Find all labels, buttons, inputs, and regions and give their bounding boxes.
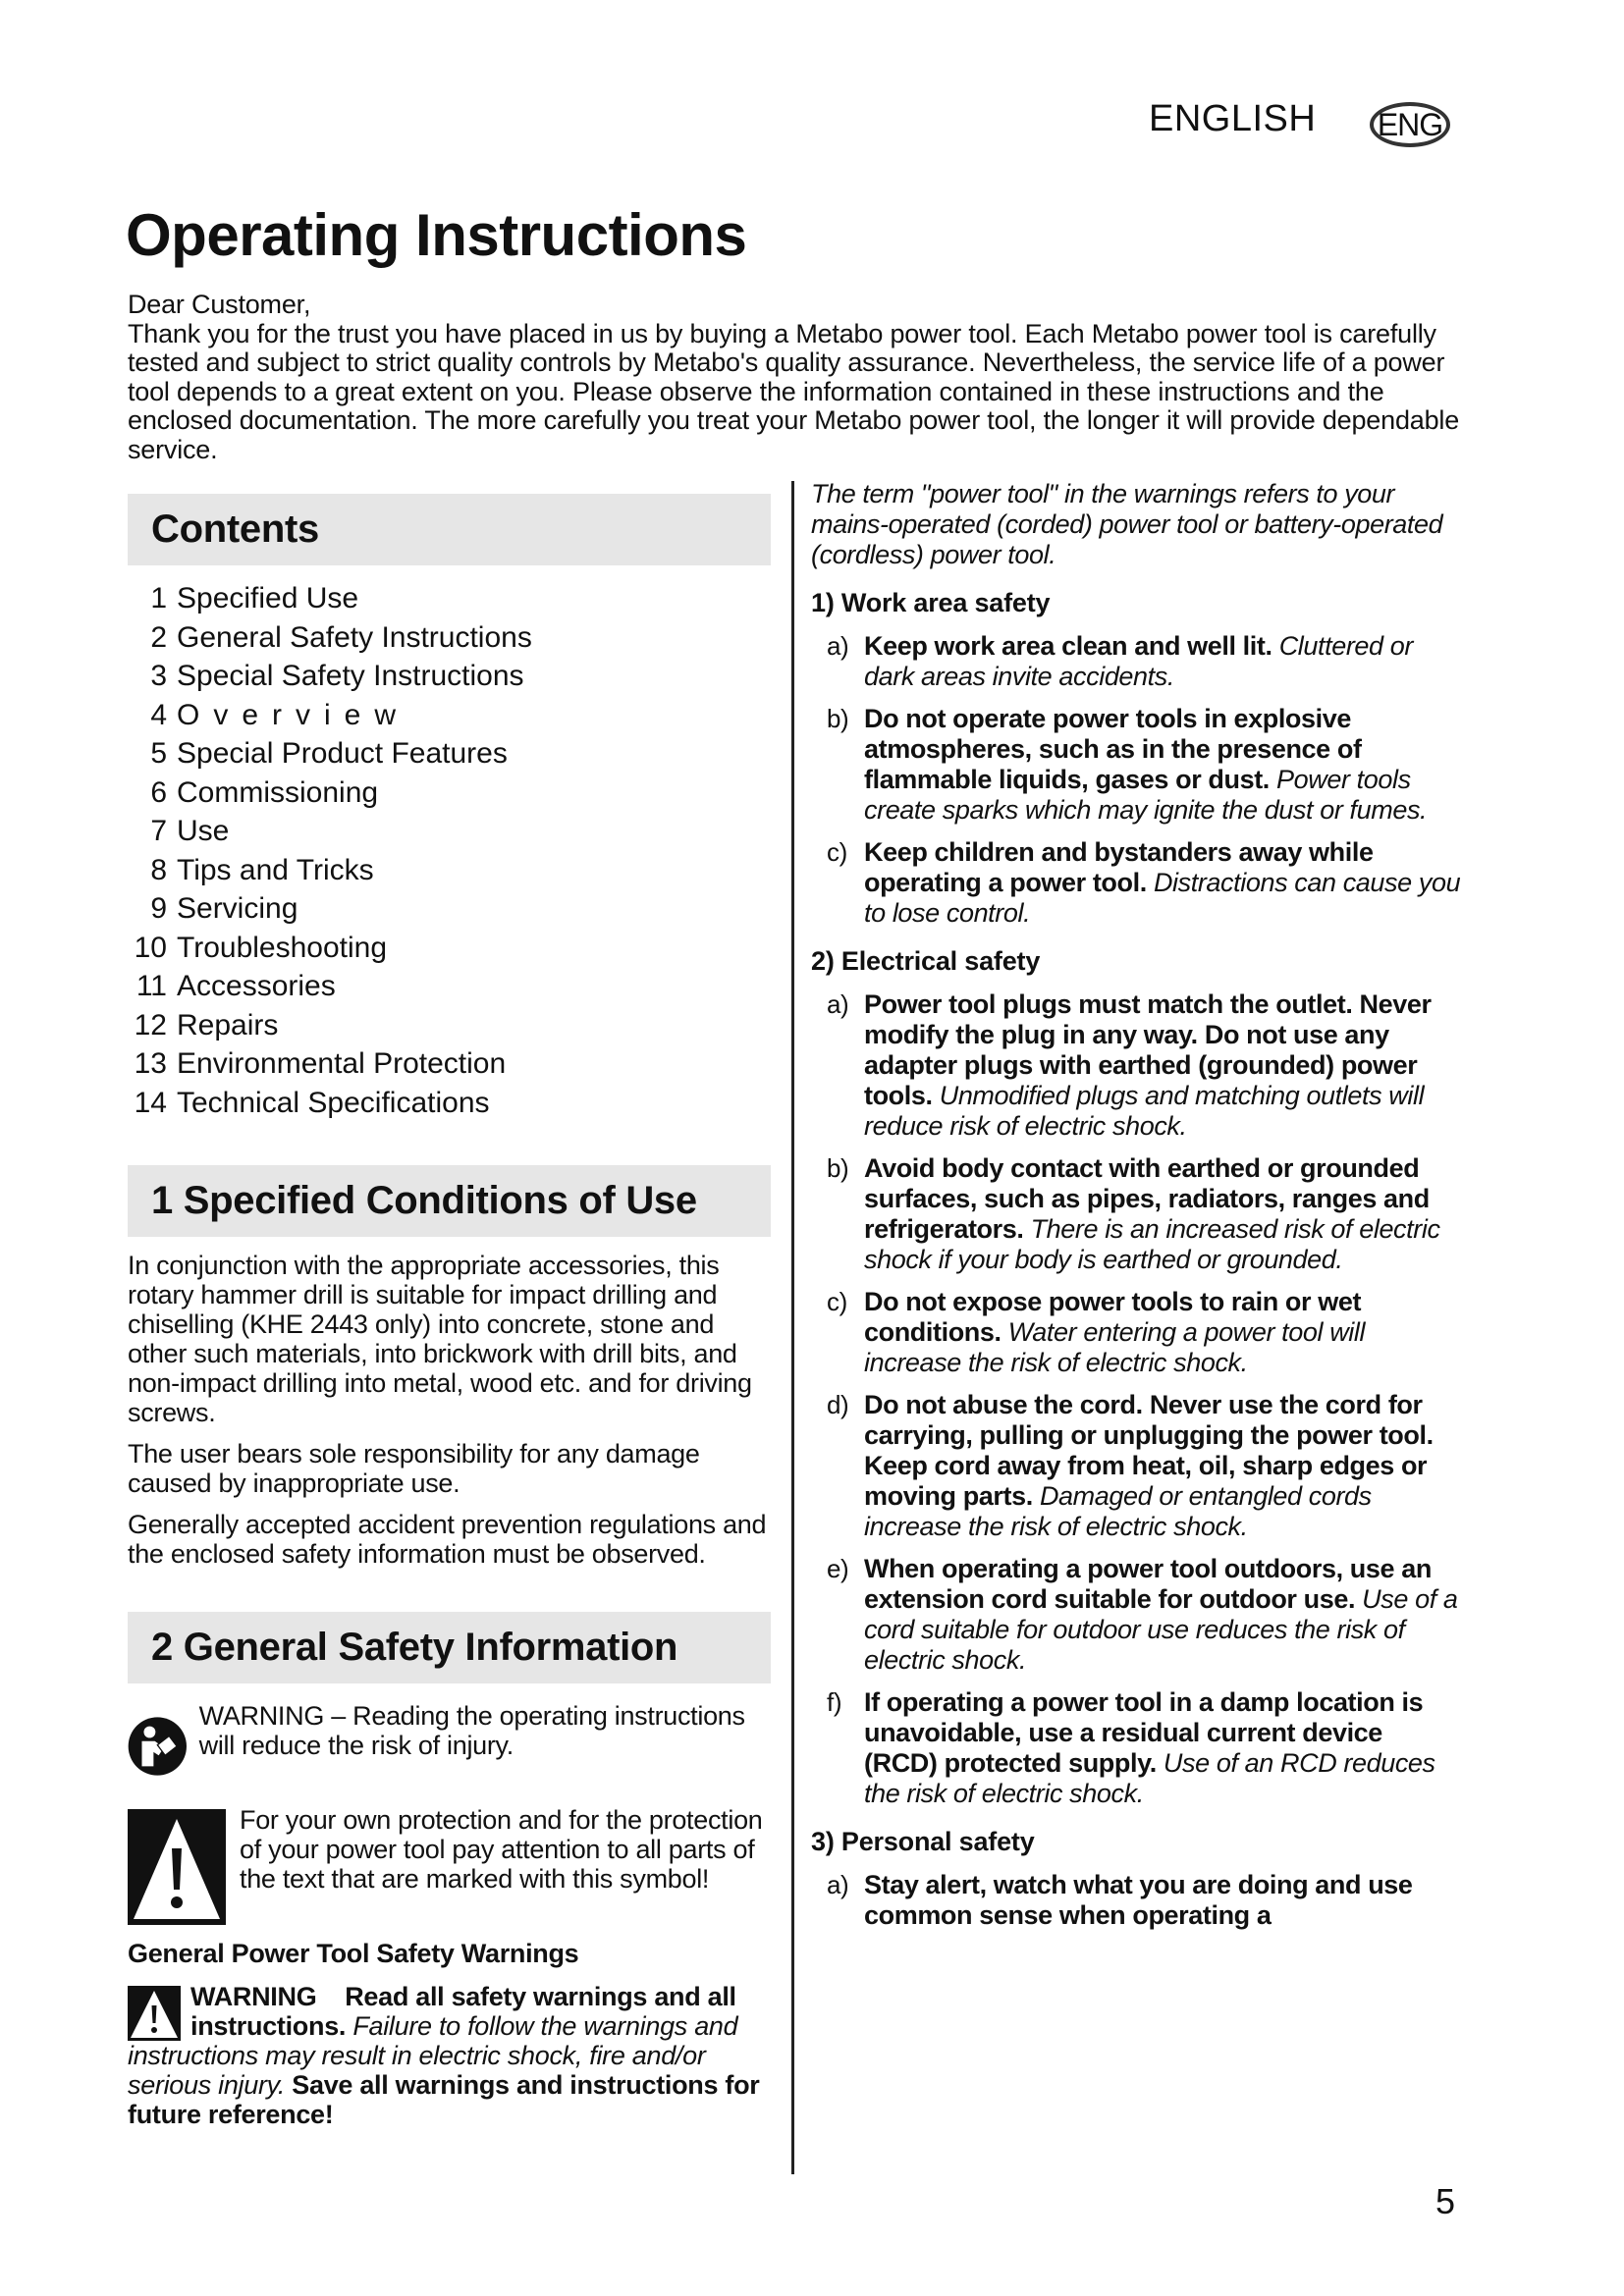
toc-number: 14 [134,1086,167,1119]
safety-section-heading: 1) Work area safety [811,588,1051,617]
read-manual-note [128,1701,771,1791]
symbol-note-text: For your own protection and for the protection of your power tool pay attention to all parts of the text that are marked with this symbol! [240,1805,763,1894]
read-warning-text: WARNING – Reading the operating instructions will reduce the risk of injury. [198,1701,745,1760]
safety-item-label: c) [827,1287,847,1316]
section1-paragraph: Generally accepted accident prevention regulations and the enclosed safety information must be observed. [128,1510,767,1569]
safety-item [811,989,1461,1142]
safety-item-bold: Do not operate power tools in explosive atmospheres, such as in the presence of flammable liquids, gases or dust. [864,704,1362,794]
section1-paragraph: In conjunction with the appropriate accessories, this rotary hammer drill is suitable for impact drilling and chiselling (KHE 2443 only) into concrete, stone and other such materials, into brickwork with drill bits, and non-impact drilling into metal, wood etc. and for driving screws. [128,1251,752,1427]
safety-item-label: e) [827,1554,849,1583]
language-label: ENGLISH [1149,98,1317,139]
toc-item [128,1006,771,1045]
safety-item [811,1870,1461,1931]
toc-label: Troubleshooting [177,931,388,964]
safety-item-bold: Stay alert, watch what you are doing and use common sense when operating a [864,1870,1413,1930]
left-column [128,494,771,2129]
safety-item-label: d) [827,1390,849,1419]
toc-item [128,696,771,735]
safety-item-italic: Water entering a power tool will increase the risk of electric shock. [864,1317,1366,1377]
safety-item-label: b) [827,1153,849,1183]
toc-label: Accessories [177,970,336,1002]
toc-item [128,929,771,968]
toc-number: 3 [150,660,167,692]
safety-item-label: a) [827,1870,849,1899]
safety-item-label: b) [827,704,849,733]
toc-label: Use [177,815,230,847]
toc-label: Special Safety Instructions [177,660,524,692]
safety-item-bold: Keep work area clean and well lit. [864,631,1272,661]
warning-triangle-icon [128,1809,226,1925]
toc-label: Repairs [177,1008,279,1041]
warning-bold-text: Read all safety warnings and all instructions. [190,1982,736,2041]
intro [128,291,1463,464]
safety-item-bold: When operating a power tool outdoors, use an extension cord suitable for outdoor use. [864,1554,1432,1614]
page-title: Operating Instructions [126,202,747,268]
toc-number: 11 [135,970,167,1002]
toc-label: Technical Specifications [177,1086,490,1119]
safety-item-label: c) [827,837,847,867]
toc-label: Special Product Features [177,737,508,770]
save-warnings-text: Save all warnings and instructions for future reference! [128,2070,760,2129]
safety-item-bold: Avoid body contact with earthed or grounded surfaces, such as pipes, radiators, ranges and refrigerators. [864,1153,1430,1244]
safety-item-italic: Distractions can cause you to lose control. [864,868,1461,928]
toc-label: Specified Use [177,582,359,614]
toc-label: Environmental Protection [177,1047,507,1080]
safety-item-italic: Power tools create sparks which may ignite the dust or fumes. [864,765,1428,825]
safety-sections [811,588,1461,1931]
toc-item [128,774,771,813]
toc-number: 1 [150,582,167,614]
section2-heading: 2 General Safety Information [128,1612,771,1683]
toc-number: 7 [150,815,167,847]
section1-heading: 1 Specified Conditions of Use [128,1165,771,1237]
safety-item-bold: Keep children and bystanders away while operating a power tool. [864,837,1374,897]
general-warnings-heading: General Power Tool Safety Warnings [128,1939,579,1968]
safety-item [811,837,1461,929]
symbol-note [128,1805,771,1925]
safety-item-italic: There is an increased risk of electric shock if your body is earthed or grounded. [864,1214,1440,1274]
toc-number: 10 [134,931,167,964]
toc-item [128,734,771,774]
toc-number: 4 [150,698,167,731]
toc-number: 2 [150,620,167,654]
page-number: 5 [1435,2181,1456,2221]
language-badge: ENG [1370,102,1450,147]
power-tool-term-note [811,479,1461,570]
toc-number: 9 [150,892,167,925]
toc-item [128,851,771,890]
safety-item-italic: Unmodified plugs and matching outlets will reduce risk of electric shock. [864,1081,1425,1141]
toc-number: 12 [134,1008,167,1041]
safety-item-italic: Use of an RCD reduces the risk of electric shock. [864,1748,1435,1808]
safety-item [811,1390,1461,1542]
toc-number: 6 [150,775,167,809]
toc-number: 8 [150,853,167,886]
toc-label: General Safety Instructions [177,620,532,654]
toc-number: 13 [134,1047,167,1080]
toc-item [128,1084,771,1123]
toc-label: Commissioning [177,775,379,809]
intro-text: Thank you for the trust you have placed in us by buying a Metabo power tool. Each Metabo power tool is carefully tested and subject to strict quality controls by Metabo's quality assurance. Nevertheless, the service life of a power tool depends to a great extent on you. Please observe the information contained in these instructions and the enclosed documentation. The more carefully you treat your Metabo power tool, the longer it will provide dependable service. [128,318,1460,464]
toc-item [128,889,771,929]
power-tool-term-text: The term "power tool" in the warnings refers to your mains-operated (corded) power tool or battery-operated (cordless) power tool. [811,479,1443,569]
safety-item-label: a) [827,631,849,661]
warning-italic-text: Failure to follow the warnings and instructions may result in electric shock, fire and/or serious injury. [128,2011,738,2100]
salutation: Dear Customer, [128,290,311,319]
warning-triangle-small-icon [128,1986,181,2041]
column-divider [791,481,794,2174]
safety-item [811,1687,1461,1809]
safety-item-italic: Use of a cord suitable for outdoor use reduces the risk of electric shock. [864,1584,1458,1675]
safety-item-italic: Damaged or entangled cords increase the risk of electric shock. [864,1481,1372,1541]
safety-item-italic: Cluttered or dark areas invite accidents. [864,631,1413,691]
safety-item [811,1287,1461,1378]
right-column [811,479,1461,1943]
toc-item [128,812,771,851]
toc-item [128,657,771,696]
toc-item [128,1044,771,1084]
safety-section-heading: 3) Personal safety [811,1827,1035,1856]
safety-item [811,631,1461,692]
toc-label: Overview [177,698,410,731]
safety-item-bold: If operating a power tool in a damp location is unavoidable, use a residual current device (RCD) protected supply. [864,1687,1424,1778]
safety-item-bold: Power tool plugs must match the outlet. Never modify the plug in any way. Do not use any adapter plugs with earthed (grounded) power tools. [864,989,1432,1110]
safety-item-label: f) [827,1687,842,1717]
section1-body [128,1251,771,1569]
safety-item [811,704,1461,826]
read-manual-icon [128,1701,188,1791]
toc-item [128,579,771,618]
safety-item [811,1153,1461,1275]
contents-heading: Contents [128,494,771,565]
safety-item-label: a) [827,989,849,1019]
safety-item-bold: Do not expose power tools to rain or wet conditions. [864,1287,1362,1347]
section1-paragraph: The user bears sole responsibility for any damage caused by inappropriate use. [128,1439,700,1498]
safety-item [811,1554,1461,1676]
table-of-contents [128,579,771,1122]
toc-item [128,967,771,1006]
warning-label: WARNING [190,1982,317,2011]
toc-number: 5 [150,737,167,770]
safety-item-bold: Do not abuse the cord. Never use the cord for carrying, pulling or unplugging the power tool. Keep cord away from heat, oil, sharp edges or moving parts. [864,1390,1434,1511]
toc-item [128,618,771,658]
safety-section-heading: 2) Electrical safety [811,946,1041,976]
toc-label: Servicing [177,892,298,925]
toc-label: Tips and Tricks [177,853,374,886]
